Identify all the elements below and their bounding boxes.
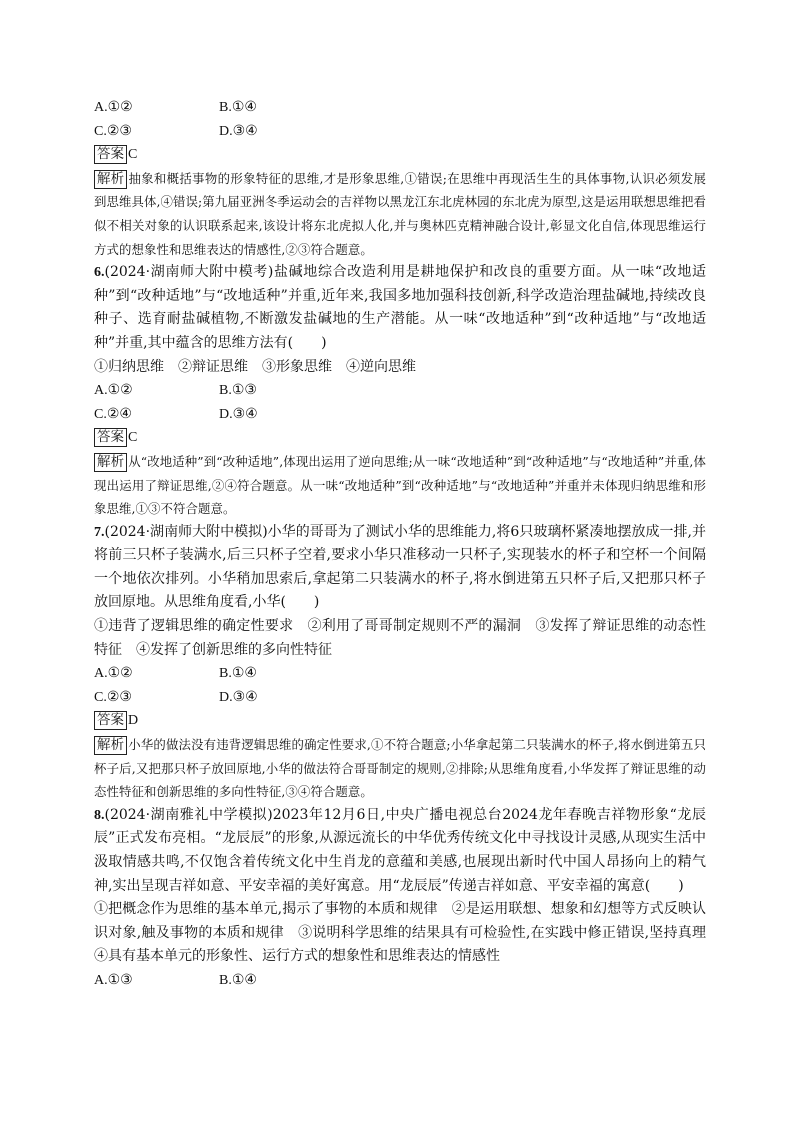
q8-option-a[interactable]: A.①③ [94,972,133,988]
q7-number: 7. [94,524,105,540]
q8-stem-text: (2024·湖南雅礼中学模拟)2023年12月6日,中央广播电视总台2024龙年春晚吉祥物形象“龙辰辰”正式发布亮相。“龙辰辰”的形象,从源远流长的中华优秀传统文化中寻找设计灵感,从现实生活中汲取情感共鸣,不仅饱含着传统文化中生肖龙的意蕴和美感,也展现出新时代中国人昂扬向上的精气神,实出呈现吉祥如意、平安幸福的美好寓意。用“龙辰辰”传递吉祥如意、平安幸福的寓意( ) [94,806,706,894]
q8-options-row-1 [94,969,706,993]
q7-explanation [94,733,706,804]
explanation-tag: 解析 [94,736,127,755]
q5-answer [94,143,706,167]
explanation-tag: 解析 [94,170,127,189]
q6-option-d[interactable]: D.③④ [219,406,258,422]
q6-explanation-text: 从“改地适种”到“改种适地”,体现出运用了逆向思维;从一味“改地适种”到“改种适地”与“改地适种”并重,体现出运用了辩证思维,②④符合题意。从一味“改地适种”到“改种适地”与“改地适种”并重并未体现归纳思维和形象思维,①③不符合题意。 [94,453,706,517]
q5-option-d[interactable]: D.③④ [219,123,258,139]
q5-explanation [94,167,706,261]
q6-option-c[interactable]: C.②④ [94,406,132,422]
q5-answer-value: C [128,147,138,163]
q7-answer [94,709,706,733]
q7-explanation-text: 小华的做法没有违背逻辑思维的确定性要求,①不符合题意;小华拿起第二只装满水的杯子,将水倒进第五只杯子后,又把那只杯子放回原地,小华的做法符合哥哥制定的规则,②排除;从思维角度看,小华发挥了辩证思维的动态性特征和创新思维的多向性特征,③④符合题意。 [94,737,706,800]
q6-statements: ①归纳思维 ②辩证思维 ③形象思维 ④逆向思维 [94,358,416,375]
q6-option-a[interactable]: A.①② [94,383,133,399]
document-content [94,96,720,993]
q6-answer-value: C [128,430,138,446]
q5-explanation-text: 抽象和概括事物的形象特征的思维,才是形象思维,①错误;在思维中再现活生生的具体事物,认识必须发展到思维具体,④错误;第九届亚洲冬季运动会的吉祥物以黑龙江东北虎林园的东北虎为原型,这是运用联想思维把看似不相关对象的认识联系起来,该设计将东北虎拟人化,并与奥林匹克精神融合设计,彰显文化自信,体现思维运行方式的想象性和思维表达的情感性,②③符合题意。 [94,170,706,257]
q7-options-row-2 [94,686,706,710]
q8-number: 8. [94,807,105,823]
q7-options-row-1 [94,662,706,686]
q7-option-c[interactable]: C.②③ [94,689,132,705]
q6-stem-text: (2024·湖南师大附中模考)盐碱地综合改造利用是耕地保护和改良的重要方面。从一味“改地适种”到“改种适地”与“改地适种”并重,近年来,我国多地加强科技创新,科学改造治理盐碱地,持续改良种子、选育耐盐碱植物,不断激发盐碱地的生产潜能。从一味“改地适种”到“改种适地”与“改地适种”并重,其中蕴含的思维方法有( ) [94,264,706,351]
q6-answer [94,426,706,450]
q6-explanation [94,450,706,521]
q7-stem [94,521,706,615]
q6-options-row-1 [94,379,706,403]
q5-option-c[interactable]: C.②③ [94,123,132,139]
q7-statements: ①违背了逻辑思维的确定性要求 ②利用了哥哥制定规则不严的漏洞 ③发挥了辩证思维的动态性特征 ④发挥了创新思维的多向性特征 [94,618,706,658]
q5-option-a[interactable]: A.①② [94,100,133,115]
q6-stem [94,261,706,355]
q8-statements: ①把概念作为思维的基本单元,揭示了事物的本质和规律 ②是运用联想、想象和幻想等方式反映认识对象,触及事物的本质和规律 ③说明科学思维的结果具有可检验性,在实践中修正错误,坚持真理 ④具有基本单元的形象性、运行方式的想象性和思维表达的情感性 [94,901,720,965]
answer-tag: 答案 [94,428,127,447]
explanation-tag: 解析 [94,453,127,472]
q5-option-b[interactable]: B.①④ [219,100,257,115]
answer-tag: 答案 [94,145,127,164]
q6-option-b[interactable]: B.①③ [219,383,257,399]
q7-option-b[interactable]: B.①④ [219,666,257,682]
q6-number: 6. [94,265,105,281]
q7-option-a[interactable]: A.①② [94,666,133,682]
q7-option-d[interactable]: D.③④ [219,689,258,705]
q8-option-b[interactable]: B.①④ [219,972,257,988]
q7-answer-value: D [128,713,139,729]
answer-tag: 答案 [94,711,127,730]
q8-stem [94,804,706,898]
q6-options-row-2 [94,403,706,427]
q7-stem-text: (2024·湖南师大附中模拟)小华的哥哥为了测试小华的思维能力,将6只玻璃杯紧凑地摆放成一排,并将前三只杯子装满水,后三只杯子空着,要求小华只准移动一只杯子,实现装水的杯子和空杯一个间隔一个地依次排列。小华稍加思索后,拿起第二只装满水的杯子,将水倒进第五只杯子后,又把那只杯子放回原地。从思维角度看,小华( ) [94,523,706,611]
q5-options-row-2 [94,120,706,144]
q5-options-row-1 [94,96,706,120]
